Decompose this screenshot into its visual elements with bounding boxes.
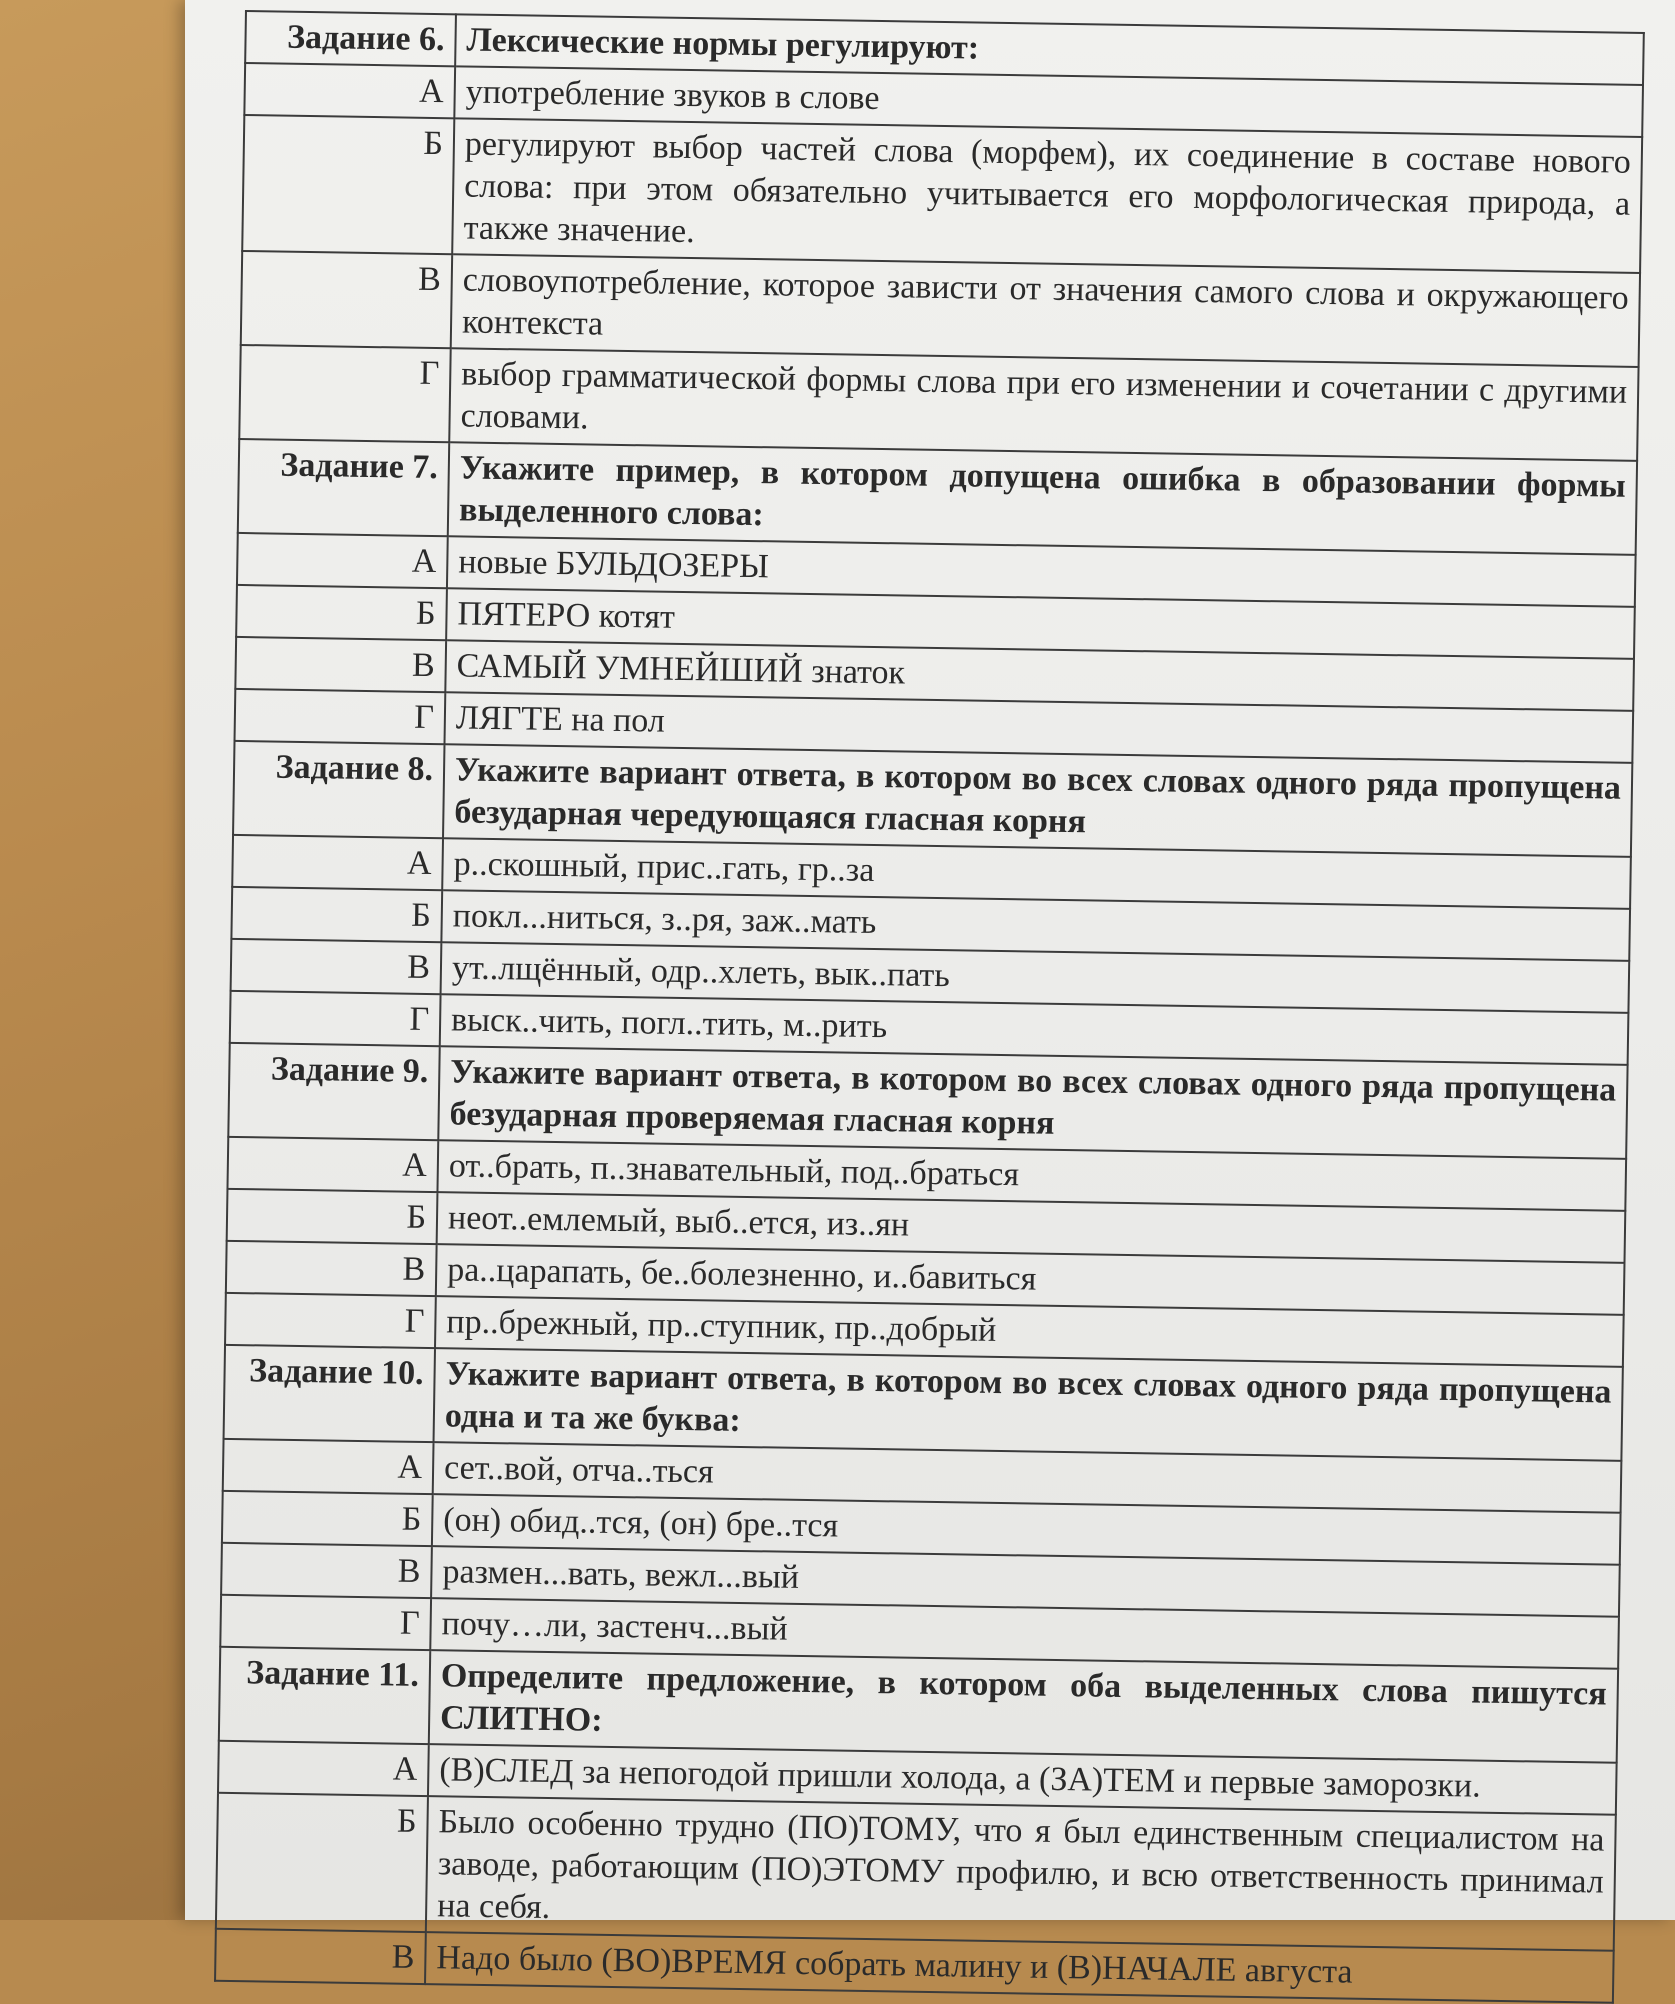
task-label: Задание 7. <box>238 439 449 536</box>
worksheet-page <box>185 0 1675 1991</box>
option-text: (он) обид..тся, (он) бре..тся <box>432 1494 1621 1565</box>
option-text: словоупотребление, которое зависти от значения самого слова и окружающего контекста <box>451 254 1640 367</box>
option-text: ЛЯГТЕ на пол <box>444 692 1633 763</box>
option-text: ра..царапать, бе..болезненно, и..бавиться <box>436 1244 1625 1315</box>
option-letter: Г <box>235 689 446 744</box>
task-question: Укажите вариант ответа, в котором во всех словах одного ряда пропущена одна и та же буква: <box>434 1348 1623 1461</box>
option-letter: Г <box>239 345 450 442</box>
task-label: Задание 10. <box>224 1345 435 1442</box>
option-text: (В)СЛЕД за непогодой пришли холода, а (ЗА)ТЕМ и первые заморозки. <box>428 1744 1617 1815</box>
option-text: сет..вой, отча..ться <box>433 1442 1622 1513</box>
option-text: новые БУЛЬДОЗЕРЫ <box>447 536 1636 607</box>
option-text: неот..емлемый, выб..ется, из..ян <box>437 1192 1626 1263</box>
option-letter: Г <box>220 1595 431 1650</box>
task-label: Задание 9. <box>228 1043 439 1140</box>
option-letter: А <box>223 1439 434 1494</box>
option-text: почу…ли, застенч...вый <box>430 1598 1619 1669</box>
option-letter: В <box>226 1241 437 1296</box>
option-letter: Б <box>222 1491 433 1546</box>
option-text: ПЯТЕРО котят <box>446 588 1635 659</box>
option-letter: В <box>231 939 442 994</box>
option-letter: В <box>221 1543 432 1598</box>
task-question: Определите предложение, в котором оба выделенных слова пишутся СЛИТНО: <box>429 1650 1618 1763</box>
option-text: Было особенно трудно (ПО)ТОМУ, что я был единственным специалистом на заводе, работающим (ПО)ЭТОМУ профилю, и всю ответственность принимал на себя. <box>426 1796 1616 1951</box>
option-text: Надо было (ВО)ВРЕМЯ собрать малину и (В)НАЧАЛЕ августа <box>425 1932 1614 2003</box>
option-text: выск..чить, погл..тить, м..рить <box>440 994 1629 1065</box>
option-text: покл...ниться, з..ря, заж..мать <box>441 890 1630 961</box>
option-letter: Б <box>236 585 447 640</box>
option-letter: В <box>241 251 452 348</box>
option-text: ут..лщённый, одр..хлеть, вык..пать <box>441 942 1630 1013</box>
option-letter: А <box>232 835 443 890</box>
option-letter: Б <box>231 887 442 942</box>
tasks-table <box>214 10 1645 2004</box>
option-text: пр..брежный, пр..ступник, пр..добрый <box>435 1296 1624 1367</box>
answer-option-row <box>242 115 1642 273</box>
option-letter: А <box>227 1137 438 1192</box>
option-text: от..брать, п..знавательный, под..браться <box>437 1140 1626 1211</box>
option-letter: В <box>215 1929 426 1984</box>
option-letter: А <box>244 63 455 118</box>
answer-option-row <box>216 1793 1616 1951</box>
option-letter: Б <box>216 1793 428 1932</box>
option-letter: Г <box>230 991 441 1046</box>
option-letter: Б <box>227 1189 438 1244</box>
option-letter: В <box>235 637 446 692</box>
option-text: регулируют выбор частей слова (морфем), их соединение в составе нового слова: при этом обязательно учитывается его морфологическая природа, а также значение. <box>452 118 1642 273</box>
task-label: Задание 11. <box>219 1647 430 1744</box>
task-label: Задание 8. <box>233 741 444 838</box>
task-question: Укажите вариант ответа, в котором во всех словах одного ряда пропущена безударная проверяемая гласная корня <box>438 1046 1627 1159</box>
option-letter: Б <box>242 115 454 254</box>
task-question: Укажите пример, в котором допущена ошибка в образовании формы выделенного слова: <box>448 442 1637 555</box>
option-letter: Г <box>225 1293 436 1348</box>
option-letter: А <box>218 1741 429 1796</box>
option-text: употребление звуков в слове <box>454 66 1643 137</box>
option-text: размен...вать, вежл...вый <box>431 1546 1620 1617</box>
task-question: Укажите вариант ответа, в котором во всех словах одного ряда пропущена безударная чередующаяся гласная корня <box>443 744 1632 857</box>
option-text: САМЫЙ УМНЕЙШИЙ знаток <box>445 640 1634 711</box>
option-text: выбор грамматической формы слова при его изменении и сочетании с другими словами. <box>449 348 1638 461</box>
task-question: Лексические нормы регулируют: <box>455 14 1644 85</box>
option-text: р..скошный, прис..гать, гр..за <box>442 838 1631 909</box>
task-sheet <box>214 10 1645 2004</box>
option-letter: А <box>237 533 448 588</box>
task-label: Задание 6. <box>245 11 456 66</box>
